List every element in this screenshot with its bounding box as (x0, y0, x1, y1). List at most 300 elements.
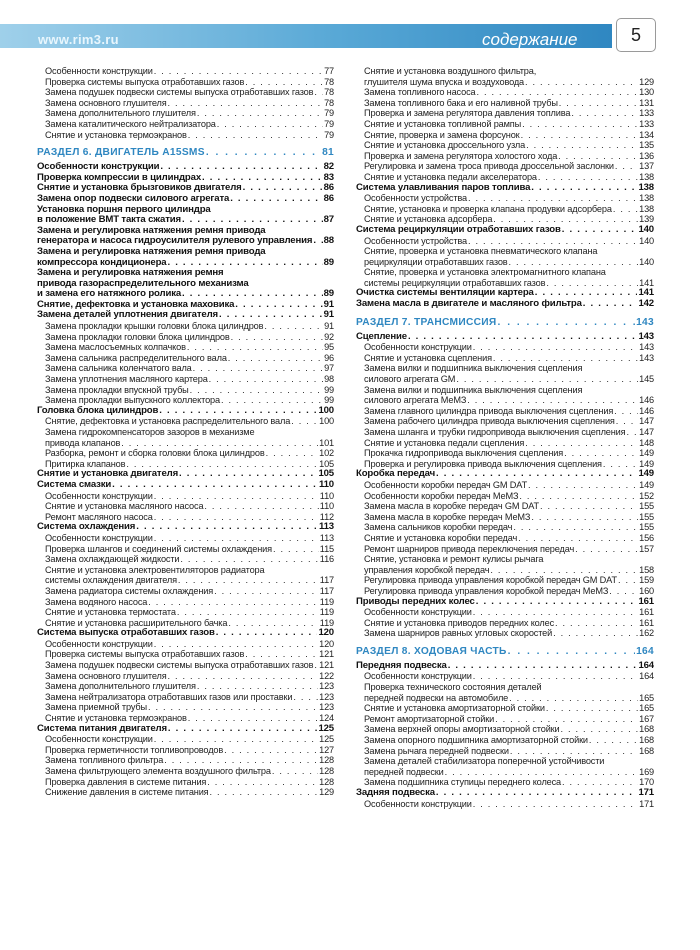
toc-entry[interactable] (356, 363, 654, 374)
toc-dot-leader (562, 777, 638, 788)
toc-entry[interactable] (356, 491, 654, 502)
toc-dot-leader (538, 172, 638, 183)
toc-entry[interactable] (37, 734, 334, 745)
toc-entry[interactable] (37, 459, 334, 470)
toc-dot-leader (468, 193, 638, 204)
toc-entry[interactable] (356, 236, 654, 247)
toc-page-number: 117 (319, 585, 334, 596)
toc-dot-leader (272, 766, 318, 777)
toc-entry[interactable] (356, 257, 654, 268)
toc-page-number: 129 (639, 76, 654, 87)
toc-dot-leader (245, 77, 323, 88)
toc-entry[interactable] (356, 267, 654, 278)
toc-entry[interactable] (37, 332, 334, 343)
toc-entry-title: Замена топливного фильтра (45, 755, 164, 766)
toc-entry-title: Снятие и установка термоэкранов (45, 129, 187, 140)
toc-dot-leader (615, 161, 638, 172)
toc-page-number: 149 (639, 458, 654, 469)
toc-dot-leader (583, 299, 638, 310)
toc-dot-leader (540, 501, 638, 512)
toc-dot-leader (493, 353, 638, 364)
toc-entry-title: Проверка давления в системе питания (45, 776, 207, 787)
toc-page-number: 143 (639, 352, 654, 363)
toc-entry-main[interactable] (37, 236, 334, 247)
toc-entry-title: Особенности устройства (364, 235, 467, 246)
toc-entry[interactable] (356, 628, 654, 639)
toc-entry[interactable] (37, 342, 334, 353)
toc-page-number: 110 (318, 479, 334, 490)
toc-page-number: 131 (639, 97, 654, 108)
toc-entry[interactable] (356, 703, 654, 714)
toc-entry-main[interactable] (37, 215, 334, 226)
toc-page-number: 91 (324, 321, 334, 332)
toc-entry-title: Снятие, проверка и установка электромагнитного клапана (364, 267, 606, 278)
toc-entry[interactable] (356, 204, 654, 215)
toc-entry-title: Замена деталей уплотнения двигателя (37, 310, 218, 321)
toc-entry[interactable] (356, 480, 654, 491)
toc-page-number: 112 (319, 511, 334, 522)
toc-entry[interactable] (356, 554, 654, 565)
toc-entry-main[interactable] (37, 724, 334, 735)
toc-entry[interactable] (356, 459, 654, 470)
toc-dot-leader (273, 544, 319, 555)
toc-entry[interactable] (356, 278, 654, 289)
toc-page-number: 87 (323, 215, 334, 226)
toc-entry-title: системы охлаждения двигателя (45, 575, 177, 586)
toc-dot-leader (575, 544, 638, 555)
toc-entry-title: глушителя шума впуска и воздуховода (364, 76, 525, 87)
toc-entry[interactable] (356, 66, 654, 77)
toc-entry-title: компрессора кондиционера (37, 257, 167, 268)
toc-page-number: 123 (319, 691, 334, 702)
toc-entry-title: Замена радиатора системы охлаждения (45, 585, 214, 596)
toc-dot-leader (525, 77, 638, 88)
toc-entry[interactable] (356, 618, 654, 629)
toc-entry-title: Замена основного глушителя (45, 97, 167, 108)
toc-entry-title: Замена охлаждающей жидкости (45, 554, 180, 565)
toc-entry[interactable] (37, 777, 334, 788)
toc-entry[interactable] (37, 766, 334, 777)
toc-dot-leader (559, 98, 638, 109)
toc-entry[interactable] (356, 746, 654, 757)
toc-entry-main[interactable] (37, 205, 334, 216)
toc-entry-main[interactable] (356, 299, 654, 310)
toc-dot-leader (154, 491, 319, 502)
toc-entry-main[interactable] (37, 628, 334, 639)
toc-dot-leader (456, 374, 638, 385)
toc-page-number: 135 (639, 140, 654, 151)
toc-page-number: 140 (639, 235, 654, 246)
toc-entry[interactable] (37, 108, 334, 119)
toc-entry[interactable] (37, 755, 334, 766)
toc-entry[interactable] (356, 161, 654, 172)
toc-entry-title: Замена прокладки выпускного коллектора (45, 395, 220, 406)
toc-entry[interactable] (37, 702, 334, 713)
toc-entry-main[interactable] (356, 332, 654, 343)
toc-page-number: 156 (639, 532, 654, 543)
toc-page-number: 128 (319, 766, 334, 776)
toc-page-number: 82 (323, 162, 334, 173)
toc-page-number: 141 (638, 288, 654, 299)
toc-page-number: 110 (319, 501, 334, 512)
toc-entry-title: Замена прокладки головки блока цилиндров (45, 331, 230, 342)
toc-entry-main[interactable] (356, 288, 654, 299)
toc-entry[interactable] (356, 799, 654, 810)
toc-dot-leader (266, 448, 319, 459)
toc-entry-title: Замена нейтрализатора отработавших газов или проставки (45, 691, 293, 702)
toc-dot-leader (314, 660, 318, 671)
toc-entry[interactable] (356, 607, 654, 618)
toc-entry[interactable] (356, 565, 654, 576)
toc-page-number: 102 (319, 448, 334, 459)
toc-entry[interactable] (37, 66, 334, 77)
toc-entry-title: Замена дополнительного глушителя (45, 681, 196, 692)
toc-page-number: 78 (324, 97, 334, 108)
toc-entry[interactable] (356, 586, 654, 597)
toc-entry[interactable] (356, 735, 654, 746)
toc-entry[interactable] (356, 501, 654, 512)
toc-page-number: 155 (639, 501, 654, 512)
toc-entry[interactable] (37, 501, 334, 512)
toc-entry-main[interactable] (37, 406, 334, 417)
toc-entry[interactable] (37, 618, 334, 629)
toc-entry[interactable] (356, 777, 654, 788)
toc-entry-title: Головка блока цилиндров (37, 405, 159, 416)
toc-entry[interactable] (37, 98, 334, 109)
toc-entry[interactable] (37, 692, 334, 703)
toc-entry[interactable] (37, 649, 334, 660)
toc-entry-main[interactable] (356, 597, 654, 608)
toc-entry[interactable] (356, 575, 654, 586)
toc-entry[interactable] (37, 713, 334, 724)
toc-entry[interactable] (37, 374, 334, 385)
toc-entry-title: Замена прокладки крышки головки блока цилиндров (45, 321, 264, 332)
toc-entry-main[interactable] (37, 310, 334, 321)
toc-entry[interactable] (356, 214, 654, 225)
toc-dot-leader (553, 628, 638, 639)
toc-page-number: 168 (639, 745, 654, 756)
toc-entry[interactable] (37, 671, 334, 682)
toc-section-heading[interactable] (356, 316, 654, 330)
toc-dot-leader (526, 140, 638, 151)
toc-entry-title: Снятие, дефектовка и установка маховика (37, 299, 235, 310)
toc-entry-main[interactable] (37, 268, 334, 279)
toc-entry[interactable] (356, 385, 654, 396)
toc-entry-title: Замена маслосъемных колпачков (45, 342, 186, 353)
toc-entry[interactable] (356, 108, 654, 119)
toc-entry-main[interactable] (356, 661, 654, 672)
toc-entry[interactable] (356, 448, 654, 459)
toc-entry[interactable] (356, 77, 654, 88)
toc-page-number: 128 (319, 755, 334, 766)
toc-entry[interactable] (356, 724, 654, 735)
toc-entry[interactable] (37, 544, 334, 555)
toc-entry[interactable] (356, 756, 654, 767)
toc-dot-leader (613, 204, 638, 215)
page-number: 5 (616, 18, 656, 52)
toc-entry-title: Замена верхней опоры амортизаторной стойки (364, 724, 560, 735)
toc-page-number: 116 (319, 554, 334, 565)
toc-page-number: 170 (639, 777, 654, 788)
toc-entry[interactable] (37, 438, 334, 449)
toc-dot-leader (508, 645, 635, 659)
toc-entry-main[interactable] (37, 194, 334, 205)
toc-entry[interactable] (356, 172, 654, 183)
toc-entry[interactable] (37, 385, 334, 396)
toc-entry[interactable] (356, 395, 654, 406)
toc-entry-title: Коробка передач (356, 469, 435, 480)
toc-entry-title: Замена подшипника ступицы переднего колеса (364, 777, 562, 788)
toc-dot-leader (445, 767, 638, 778)
toc-page-number: 88 (323, 236, 334, 247)
toc-page-number: 164 (638, 660, 654, 671)
toc-entry[interactable] (37, 130, 334, 141)
toc-page-number: 142 (638, 299, 654, 310)
toc-entry[interactable] (37, 533, 334, 544)
toc-entry[interactable] (37, 448, 334, 459)
toc-page-number: 165 (639, 692, 654, 703)
toc-entry[interactable] (356, 522, 654, 533)
toc-entry[interactable] (37, 119, 334, 130)
toc-entry-main[interactable] (37, 480, 334, 491)
toc-entry-main[interactable] (37, 289, 334, 300)
toc-entry-title: Замена основного глушителя (45, 670, 167, 681)
toc-entry-title: Замена каталитического нейтрализатора (45, 118, 216, 129)
toc-page-number: 105 (318, 469, 334, 480)
toc-dot-leader (182, 215, 323, 226)
toc-dot-leader (473, 607, 638, 618)
toc-entry-title: Приводы передних колес (356, 596, 475, 607)
toc-dot-leader (546, 703, 638, 714)
toc-page-number: 97 (324, 363, 334, 374)
toc-entry-title: Снятие и установка адсорбера (364, 214, 493, 225)
toc-dot-leader (217, 119, 323, 130)
toc-entry-title: Задняя подвеска (356, 788, 435, 798)
toc-entry-title: силового агрегата МеМЗ (364, 395, 467, 406)
toc-entry[interactable] (37, 639, 334, 650)
toc-entry-title: Система охлаждения (37, 522, 136, 533)
toc-page-number: 81 (322, 147, 334, 159)
toc-entry-title: Снижение давления в системе питания (45, 787, 209, 798)
toc-entry-main[interactable] (356, 183, 654, 194)
toc-entry[interactable] (37, 660, 334, 671)
toc-page-number: 129 (319, 787, 334, 798)
toc-entry-title: Особенности конструкции (37, 162, 160, 173)
toc-entry-title: Замена и регулировка натяжения ремня привода (37, 246, 266, 257)
toc-entry-title: Ремонт шарниров привода переключения передач (364, 543, 575, 554)
toc-entry[interactable] (356, 427, 654, 438)
toc-entry[interactable] (356, 342, 654, 353)
toc-entry[interactable] (37, 321, 334, 332)
toc-entry[interactable] (37, 681, 334, 692)
toc-page-number: 105 (319, 458, 334, 469)
toc-entry[interactable] (37, 787, 334, 798)
toc-entry-main[interactable] (37, 258, 334, 269)
toc-dot-leader (473, 671, 638, 682)
toc-entry[interactable] (356, 406, 654, 417)
toc-entry-title: Разборка, ремонт и сборка головки блока цилиндров (45, 448, 265, 459)
toc-entry[interactable] (356, 98, 654, 109)
toc-entry[interactable] (37, 745, 334, 756)
toc-page-number: 91 (323, 310, 334, 321)
toc-entry[interactable] (356, 87, 654, 98)
toc-entry[interactable] (37, 353, 334, 364)
toc-dot-leader (473, 342, 638, 353)
toc-page-number: 138 (638, 182, 654, 193)
toc-entry-title: Снятие и установка брызговиков двигателя (37, 183, 242, 194)
toc-dot-leader (178, 575, 319, 586)
toc-entry[interactable] (356, 693, 654, 704)
toc-entry[interactable] (356, 512, 654, 523)
toc-entry[interactable] (37, 586, 334, 597)
toc-entry[interactable] (356, 671, 654, 682)
toc-page-number: 148 (639, 437, 654, 448)
toc-entry-title: Замена шарниров равных угловых скоростей (364, 628, 553, 639)
toc-dot-leader (206, 146, 321, 160)
toc-entry-title: Регулировка и замена троса привода дроссельной заслонки (364, 161, 614, 172)
toc-section-heading[interactable] (37, 146, 334, 160)
toc-entry-main[interactable] (37, 279, 334, 290)
toc-entry[interactable] (37, 554, 334, 565)
toc-page-number: 96 (324, 352, 334, 363)
toc-dot-leader (235, 300, 322, 311)
toc-entry[interactable] (356, 130, 654, 141)
toc-page-number: 169 (639, 766, 654, 777)
toc-entry[interactable] (37, 416, 334, 427)
toc-entry-main[interactable] (37, 162, 334, 173)
toc-dot-leader (531, 512, 638, 523)
toc-entry[interactable] (37, 597, 334, 608)
toc-dot-leader (561, 724, 639, 735)
toc-page-number: 99 (324, 395, 334, 406)
toc-section-heading[interactable] (356, 645, 654, 659)
toc-entry-title: Снятие и установка масляного насоса (45, 501, 204, 512)
toc-entry-title: Притирка клапанов (45, 458, 126, 469)
toc-entry-main[interactable] (37, 247, 334, 258)
toc-entry-title: Проверка шлангов и соединений системы охлаждения (45, 543, 272, 554)
toc-dot-leader (618, 575, 638, 586)
toc-entry[interactable] (37, 87, 334, 98)
toc-page-number: 146 (639, 405, 654, 416)
toc-dot-leader (231, 332, 323, 343)
toc-entry-main[interactable] (37, 226, 334, 237)
toc-entry[interactable] (37, 491, 334, 502)
toc-entry-title: генератора и насоса гидроусилителя рулевого управления (37, 236, 313, 247)
toc-entry-main[interactable] (37, 173, 334, 184)
toc-entry-main[interactable] (356, 788, 654, 799)
toc-page-number: 161 (639, 617, 654, 628)
toc-page-number: 95 (324, 342, 334, 353)
toc-page-number: 115 (319, 543, 334, 554)
toc-dot-leader (448, 661, 638, 672)
toc-dot-leader (112, 480, 318, 491)
toc-page-number: 121 (319, 660, 334, 671)
toc-entry[interactable] (356, 714, 654, 725)
toc-entry-title: Ремонт амортизаторной стойки (364, 713, 495, 724)
toc-dot-leader (509, 257, 639, 268)
toc-entry-title: силового агрегата GM (364, 374, 456, 385)
toc-page-number: 147 (639, 427, 654, 437)
toc-dot-leader (190, 385, 323, 396)
toc-entry-main[interactable] (37, 522, 334, 533)
toc-entry[interactable] (37, 395, 334, 406)
toc-dot-leader (148, 702, 318, 713)
toc-entry[interactable] (37, 363, 334, 374)
toc-page-number: 122 (319, 670, 334, 681)
toc-entry[interactable] (356, 119, 654, 130)
toc-entry-title: Замена и регулировка натяжения ремня привода (37, 225, 266, 236)
toc-entry-title: Замена рычага передней подвески (364, 745, 509, 756)
toc-entry[interactable] (356, 416, 654, 427)
toc-entry[interactable] (356, 353, 654, 364)
toc-entry-title: Замена уплотнения масляного картера (45, 374, 208, 385)
toc-page-number: 143 (639, 342, 654, 353)
toc-entry-title: Замена масла в двигателе и масляного фильтра (356, 299, 582, 310)
toc-dot-leader (293, 692, 318, 703)
toc-dot-leader (219, 310, 323, 321)
toc-entry[interactable] (37, 512, 334, 523)
toc-entry[interactable] (37, 575, 334, 586)
toc-entry[interactable] (356, 544, 654, 555)
toc-page-number: 92 (324, 331, 334, 342)
toc-page-number: 149 (639, 448, 654, 459)
toc-page-number: 77 (324, 66, 334, 76)
toc-page-number: 167 (639, 713, 654, 724)
toc-entry[interactable] (356, 140, 654, 151)
toc-dot-leader (197, 108, 323, 119)
toc-entry[interactable] (356, 767, 654, 778)
toc-page-number: 79 (324, 129, 334, 140)
toc-entry-main[interactable] (356, 225, 654, 236)
toc-left-column (37, 66, 334, 798)
toc-entry[interactable] (356, 374, 654, 385)
toc-dot-leader (214, 586, 319, 597)
toc-entry[interactable] (356, 151, 654, 162)
toc-entry[interactable] (37, 427, 334, 438)
toc-entry-title: Снятие, установка и ремонт кулисы рычага (364, 554, 544, 565)
toc-dot-leader (180, 554, 318, 565)
toc-entry-title: и замена его натяжного ролика (37, 289, 182, 300)
site-url[interactable]: www.rim3.ru (38, 32, 119, 47)
toc-entry-main[interactable] (37, 469, 334, 480)
toc-dot-leader (314, 87, 323, 98)
toc-dot-leader (571, 108, 638, 119)
toc-entry-title: Ремонт масляного насоса (45, 511, 153, 522)
toc-entry-main[interactable] (356, 469, 654, 480)
toc-entry[interactable] (37, 565, 334, 576)
toc-entry-main[interactable] (37, 183, 334, 194)
toc-entry-title: Сцепление (356, 331, 407, 342)
toc-dot-leader (476, 87, 638, 98)
toc-dot-leader (531, 183, 637, 194)
toc-entry[interactable] (37, 77, 334, 88)
toc-entry[interactable] (356, 682, 654, 693)
toc-page-number: 125 (319, 734, 334, 745)
toc-entry-title: Проверка и регулировка привода выключения сцепления (364, 458, 602, 469)
toc-dot-leader (603, 459, 638, 470)
toc-entry[interactable] (356, 533, 654, 544)
toc-dot-leader (264, 321, 323, 332)
toc-entry-title: Особенности конструкции (45, 532, 153, 543)
toc-dot-leader (197, 681, 318, 692)
toc-entry[interactable] (356, 246, 654, 257)
toc-entry-main[interactable] (37, 300, 334, 311)
toc-entry[interactable] (356, 438, 654, 449)
toc-entry-title: Проверка и замена регулятора холостого хода (364, 150, 558, 161)
toc-entry[interactable] (37, 607, 334, 618)
toc-entry[interactable] (356, 193, 654, 204)
toc-page-number: 155 (639, 511, 654, 522)
